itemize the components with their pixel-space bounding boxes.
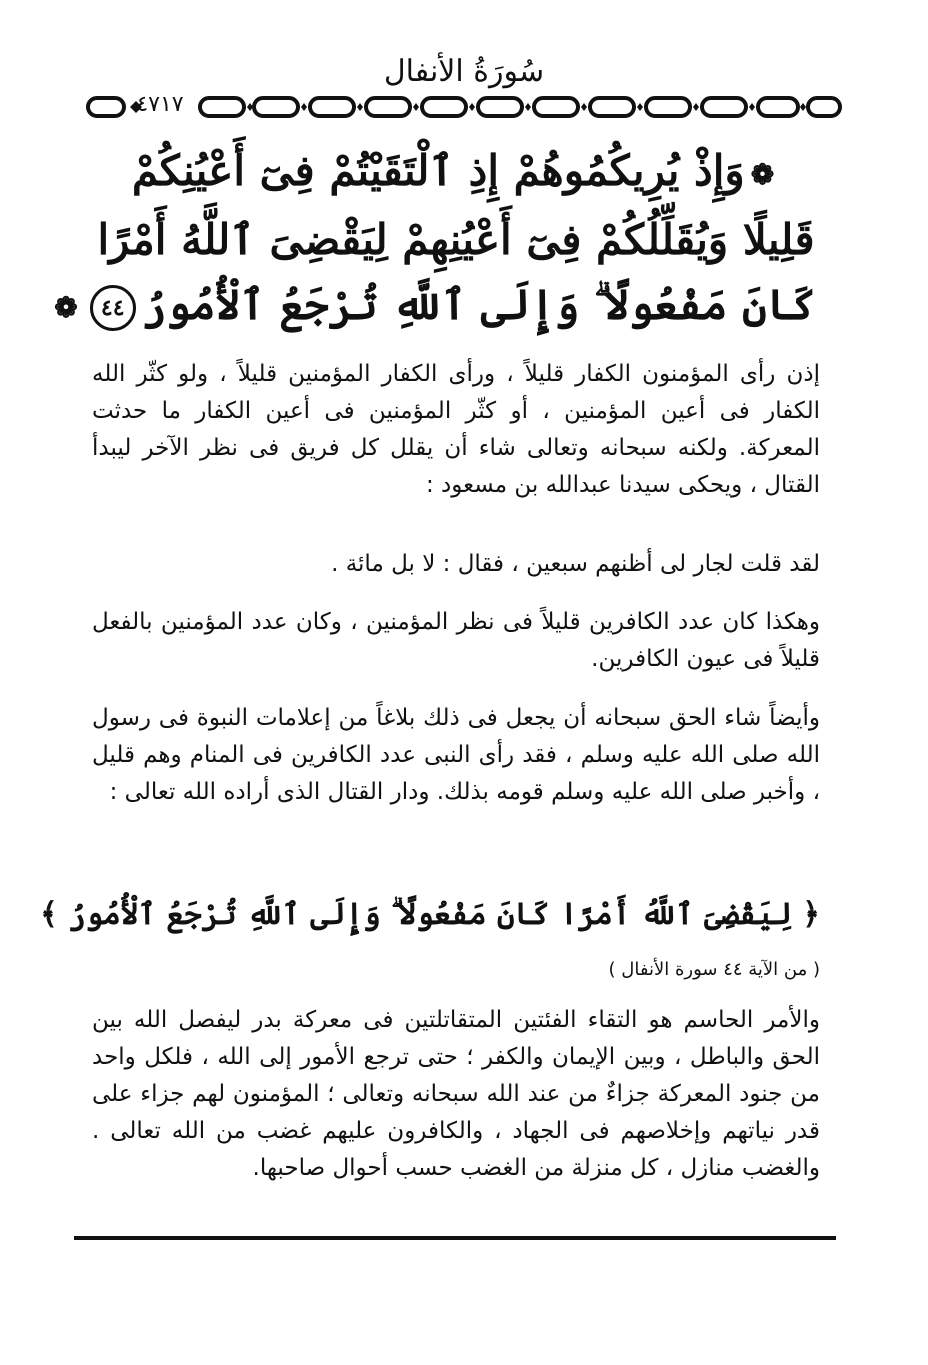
verse-line-1 xyxy=(96,138,816,207)
quoted-verse: ﴿ لِيَقْضِىَ ٱللَّهُ أَمْرًا كَانَ مَفْعُولًا ۗ وَإِلَى ٱللَّهِ تُرْجَعُ ٱلْأُمُورُ ﴾ xyxy=(40,897,820,932)
verse-line-2: قَلِيلًا وَيُقَلِّلُكُمْ فِىٓ أَعْيُنِهِمْ لِيَقْضِىَ ٱللَّهُ أَمْرًا xyxy=(97,214,815,264)
paragraph-2: لقد قلت لجار لى أظنهم سبعين ، فقال : لا بل مائة . xyxy=(331,551,820,577)
paragraph-3: وهكذا كان عدد الكافرين قليلاً فى نظر المؤمنين ، وكان عدد المؤمنين بالفعل قليلاً فى عيون الكافرين. xyxy=(92,609,820,672)
bottom-divider xyxy=(74,1236,836,1240)
verse-line-text: كَانَ مَفْعُولًا ۗ وَإِلَى ٱللَّهِ تُرْجَعُ ٱلْأُمُورُ xyxy=(141,279,816,329)
verse-line-3 xyxy=(54,272,816,341)
paragraph-5: والأمر الحاسم هو التقاء الفئتين المتقاتلتين فى معركة بدر ليفصل الله بين الحق والباطل ، وبين الإيمان والكفر ؛ حتى ترجع الأمور إلى الله ، فلكل واحد من جنود المعركة جزاءٌ من عند الله سبحانه وتعالى ؛ المؤمنون لهم جزاء على قدر نياتهم وإخلاصهم فى الجهاد ، والكافرون عليهم غضب من الله تعالى . والغضب منازل ، كل منزلة من الغضب حسب أحوال صاحبها. xyxy=(92,1007,820,1181)
ornament-icon: ❁ xyxy=(54,291,78,324)
verse-line-text: وَإِذْ يُرِيكُمُوهُمْ إِذِ ٱلْتَقَيْتُمْ فِىٓ أَعْيُنِكُمْ xyxy=(131,146,745,195)
quran-verse xyxy=(54,138,816,340)
paragraph-1: إذن رأى المؤمنون الكفار قليلاً ، ورأى الكفار المؤمنين قليلاً ، ولو كثّر الله الكفار فى أعين المؤمنين ، أو كثّر المؤمنين فى أعين الكفار ما حدثت المعركة. ولكنه سبحانه وتعالى شاء أن يقلل كل فريق فى نظر الآخر ليبدأ القتال ، ويحكى سيدنا عبدالله بن مسعود : xyxy=(92,361,820,498)
header-border-chain xyxy=(84,92,844,122)
page-number: ٤٧١٧ xyxy=(136,92,184,117)
ornament-icon: ❁ xyxy=(750,157,775,191)
paragraph-4: وأيضاً شاء الحق سبحانه أن يجعل فى ذلك بلاغاً من إعلامات النبوة فى رسول الله صلى الله عليه وسلم ، فقد رأى النبى عدد الكافرين فى المنام وهم قليل ، وأخبر صلى الله عليه وسلم قومه بذلك. ودار القتال الذى أراده الله تعالى : xyxy=(92,705,820,805)
ayah-number-badge: ٤٤ xyxy=(90,285,136,331)
verse-citation: ( من الآية ٤٤ سورة الأنفال ) xyxy=(608,959,820,980)
surah-title: سُورَةُ الأنفال xyxy=(383,54,545,89)
